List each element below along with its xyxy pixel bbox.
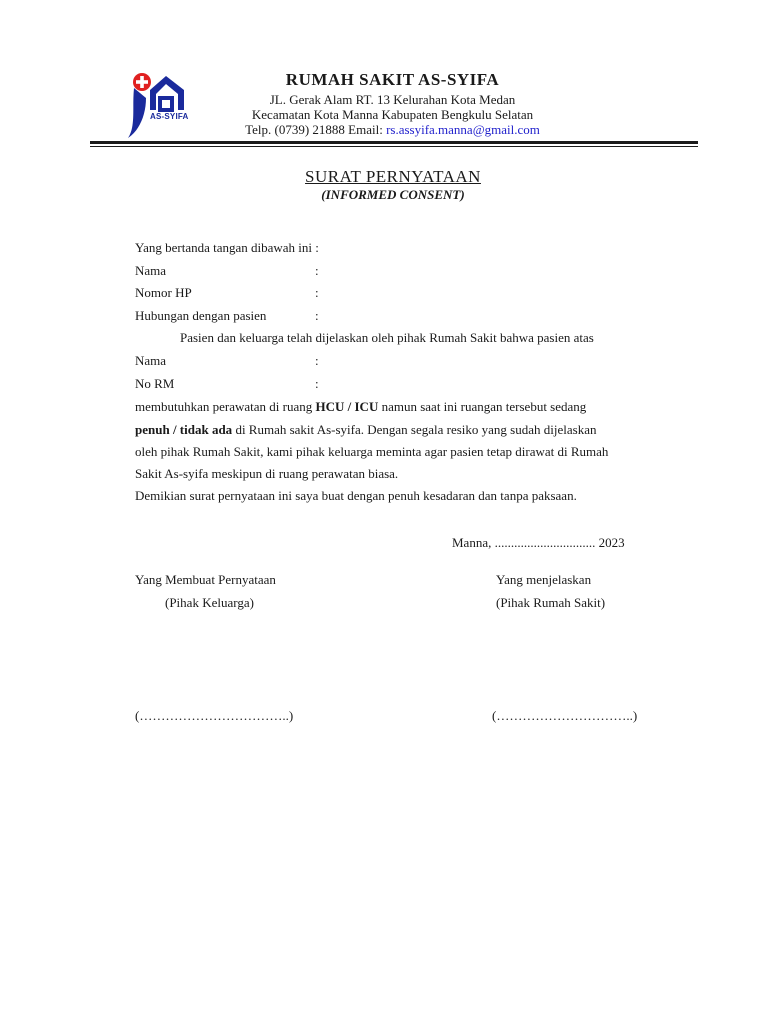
intro-text: Yang bertanda tangan dibawah ini :: [135, 240, 319, 255]
field-colon: :: [315, 285, 319, 300]
hospital-name: RUMAH SAKIT AS-SYIFA: [285, 70, 500, 89]
logo-text: AS-SYIFA: [150, 112, 189, 121]
paragraph-text: namun saat ini ruangan tersebut sedang: [378, 399, 587, 414]
room-type-emphasis: HCU / ICU: [315, 399, 379, 414]
paragraph-line-3: oleh pihak Rumah Sakit, kami pihak keluarga meminta agar pasien tetap dirawat di Rumah: [135, 444, 609, 459]
explanation-text: Pasien dan keluarga telah dijelaskan oleh pihak Rumah Sakit bahwa pasien atas: [180, 330, 594, 345]
field-label-nama: Nama: [135, 263, 167, 278]
field-label-no-rm: No RM: [135, 376, 175, 391]
right-signer-role: Yang menjelaskan: [496, 572, 592, 587]
email-link[interactable]: rs.assyifa.manna@gmail.com: [386, 122, 540, 137]
paragraph-line-2: [135, 422, 596, 438]
hospital-logo: [122, 68, 194, 140]
right-signature-blank: (…………………………..): [492, 708, 638, 723]
field-colon: :: [315, 353, 319, 368]
field-label-hubungan: Hubungan dengan pasien: [135, 308, 267, 323]
address-line-1: JL. Gerak Alam RT. 13 Kelurahan Kota Medan: [269, 92, 516, 107]
field-colon: :: [315, 308, 319, 323]
left-signer-party: (Pihak Keluarga): [165, 595, 254, 610]
availability-emphasis: penuh / tidak ada: [135, 422, 233, 437]
header-rule-thick: [90, 141, 698, 144]
paragraph-text: di Rumah sakit As-syifa. Dengan segala resiko yang sudah dijelaskan: [232, 422, 597, 437]
paragraph-text: membutuhkan perawatan di ruang: [135, 399, 316, 414]
field-colon: :: [315, 376, 319, 391]
field-colon: :: [315, 263, 319, 278]
field-label-nomor-hp: Nomor HP: [135, 285, 192, 300]
field-label-nama-pasien: Nama: [135, 353, 167, 368]
address-line-2: Kecamatan Kota Manna Kabupaten Bengkulu Selatan: [251, 107, 534, 122]
paragraph-line-1: [135, 399, 586, 415]
contact-line: [200, 122, 585, 138]
place-date: Manna, ............................... 2023: [452, 535, 625, 550]
document-subtitle: (INFORMED CONSENT): [321, 187, 465, 202]
left-signature-blank: (……………………………..): [135, 708, 294, 723]
left-signer-role: Yang Membuat Pernyataan: [135, 572, 276, 587]
document-title: SURAT PERNYATAAN: [305, 167, 481, 186]
closing-text: Demikian surat pernyataan ini saya buat dengan penuh kesadaran dan tanpa paksaan.: [135, 488, 577, 503]
header-rule-thin: [90, 146, 698, 147]
phone-text: Telp. (0739) 21888 Email:: [245, 122, 387, 137]
right-signer-party: (Pihak Rumah Sakit): [496, 595, 606, 610]
paragraph-line-4: Sakit As-syifa meskipun di ruang perawatan biasa.: [135, 466, 399, 481]
